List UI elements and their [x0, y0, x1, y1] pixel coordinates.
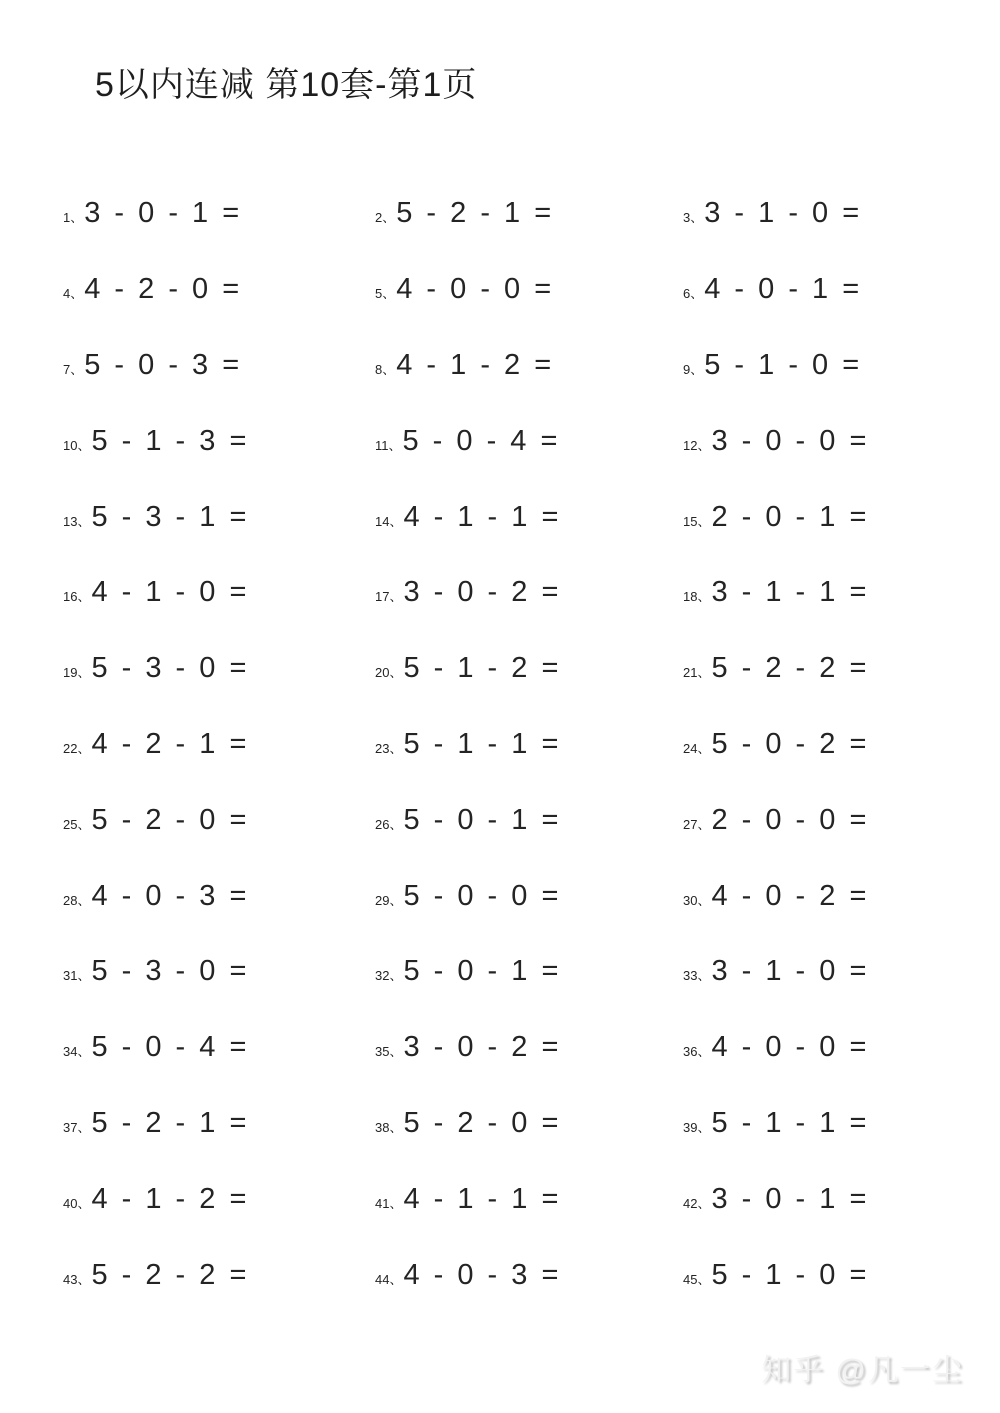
problem-item: [63, 349, 375, 382]
problem-item: [683, 197, 953, 230]
problem-number: 45、: [683, 1271, 711, 1287]
problem-item: [683, 425, 953, 458]
problem-number: 1、: [63, 210, 84, 226]
problem-item: [63, 955, 375, 988]
problem-expression: 3 - 1 - 0 =: [711, 955, 868, 988]
problem-item: [375, 349, 683, 382]
problem-expression: 4 - 2 - 0 =: [84, 273, 241, 306]
page-title: 5以内连减 第10套-第1页: [95, 66, 478, 104]
problem-number: 33、: [683, 968, 711, 984]
problem-item: [375, 1259, 683, 1292]
problem-number: 23、: [375, 740, 403, 756]
problem-number: 19、: [63, 665, 91, 681]
problem-item: [375, 955, 683, 988]
problem-expression: 5 - 2 - 0 =: [91, 803, 248, 836]
problem-item: [683, 880, 953, 913]
problem-expression: 4 - 0 - 3 =: [91, 879, 248, 912]
problem-item: [375, 880, 683, 913]
problems-grid: [63, 176, 953, 1313]
problem-number: 41、: [375, 1195, 403, 1211]
problem-number: 12、: [683, 437, 711, 453]
problem-item: [683, 1107, 953, 1140]
problem-item: [63, 1107, 375, 1140]
problem-number: 24、: [683, 740, 711, 756]
problem-number: 35、: [375, 1044, 403, 1060]
problem-item: [375, 1031, 683, 1064]
problem-number: 17、: [375, 589, 403, 605]
problem-expression: 3 - 0 - 1 =: [84, 197, 241, 230]
problem-item: [375, 728, 683, 761]
problem-expression: 4 - 0 - 3 =: [403, 1258, 560, 1291]
problem-expression: 4 - 2 - 1 =: [91, 727, 248, 760]
problem-item: [375, 576, 683, 609]
problem-number: 20、: [375, 665, 403, 681]
problem-item: [683, 1031, 953, 1064]
problem-expression: 3 - 0 - 1 =: [711, 1182, 868, 1215]
problem-expression: 5 - 0 - 1 =: [403, 803, 560, 836]
problem-item: [375, 652, 683, 685]
problem-item: [683, 349, 953, 382]
problem-number: 42、: [683, 1195, 711, 1211]
problem-expression: 3 - 0 - 0 =: [711, 424, 868, 457]
problem-item: [63, 652, 375, 685]
problem-number: 29、: [375, 892, 403, 908]
problem-item: [375, 425, 683, 458]
problem-expression: 5 - 3 - 1 =: [91, 500, 248, 533]
problem-item: [63, 425, 375, 458]
problem-expression: 3 - 1 - 0 =: [704, 197, 861, 230]
problem-expression: 5 - 0 - 1 =: [403, 955, 560, 988]
problem-expression: 3 - 0 - 2 =: [403, 1031, 560, 1064]
problem-expression: 5 - 1 - 0 =: [704, 348, 861, 381]
problem-expression: 3 - 1 - 1 =: [711, 576, 868, 609]
problem-item: [375, 1183, 683, 1216]
problem-item: [683, 1259, 953, 1292]
problem-item: [683, 728, 953, 761]
problem-number: 26、: [375, 816, 403, 832]
problem-number: 14、: [375, 513, 403, 529]
problem-number: 3、: [683, 210, 704, 226]
problem-expression: 5 - 0 - 4 =: [91, 1031, 248, 1064]
problem-number: 43、: [63, 1271, 91, 1287]
problem-expression: 4 - 1 - 2 =: [396, 348, 553, 381]
problem-number: 9、: [683, 361, 704, 377]
problem-number: 39、: [683, 1119, 711, 1135]
problem-number: 36、: [683, 1044, 711, 1060]
problem-expression: 5 - 2 - 2 =: [91, 1258, 248, 1291]
problem-item: [63, 1183, 375, 1216]
problem-expression: 5 - 1 - 1 =: [403, 727, 560, 760]
problem-number: 28、: [63, 892, 91, 908]
problem-expression: 5 - 0 - 0 =: [403, 879, 560, 912]
problem-item: [63, 273, 375, 306]
problem-expression: 4 - 0 - 0 =: [396, 273, 553, 306]
problem-expression: 5 - 3 - 0 =: [91, 652, 248, 685]
problem-expression: 4 - 0 - 2 =: [711, 879, 868, 912]
problem-number: 30、: [683, 892, 711, 908]
problem-number: 11、: [375, 437, 402, 453]
problem-expression: 5 - 3 - 0 =: [91, 955, 248, 988]
problem-number: 8、: [375, 361, 396, 377]
problem-number: 40、: [63, 1195, 91, 1211]
problem-item: [63, 880, 375, 913]
problem-number: 34、: [63, 1044, 91, 1060]
problem-number: 44、: [375, 1271, 403, 1287]
problem-item: [375, 273, 683, 306]
problem-item: [683, 1183, 953, 1216]
problem-number: 15、: [683, 513, 711, 529]
problem-item: [683, 652, 953, 685]
problem-number: 10、: [63, 437, 91, 453]
problem-item: [375, 804, 683, 837]
problem-item: [683, 501, 953, 534]
problem-item: [63, 804, 375, 837]
problem-number: 6、: [683, 286, 704, 302]
problem-number: 13、: [63, 513, 91, 529]
problem-item: [375, 1107, 683, 1140]
problem-number: 32、: [375, 968, 403, 984]
problem-expression: 4 - 1 - 2 =: [91, 1182, 248, 1215]
problem-expression: 4 - 0 - 0 =: [711, 1031, 868, 1064]
problem-expression: 5 - 2 - 0 =: [403, 1106, 560, 1139]
problem-number: 5、: [375, 286, 396, 302]
problem-number: 37、: [63, 1119, 91, 1135]
problem-item: [63, 576, 375, 609]
problem-item: [63, 1031, 375, 1064]
problem-number: 25、: [63, 816, 91, 832]
problem-expression: 5 - 0 - 3 =: [84, 348, 241, 381]
problem-number: 7、: [63, 361, 84, 377]
problem-number: 27、: [683, 816, 711, 832]
problem-expression: 3 - 0 - 2 =: [403, 576, 560, 609]
problem-item: [683, 273, 953, 306]
problem-item: [375, 501, 683, 534]
problem-expression: 4 - 1 - 1 =: [403, 1182, 560, 1215]
problem-number: 18、: [683, 589, 711, 605]
problem-expression: 5 - 2 - 1 =: [396, 197, 553, 230]
problem-item: [63, 728, 375, 761]
problem-item: [683, 576, 953, 609]
problem-number: 21、: [683, 665, 711, 681]
problem-number: 22、: [63, 740, 91, 756]
problem-item: [63, 501, 375, 534]
problem-expression: 5 - 2 - 2 =: [711, 652, 868, 685]
problem-expression: 5 - 1 - 2 =: [403, 652, 560, 685]
problem-item: [375, 197, 683, 230]
problem-expression: 4 - 1 - 0 =: [91, 576, 248, 609]
problem-expression: 4 - 0 - 1 =: [704, 273, 861, 306]
problem-expression: 5 - 1 - 0 =: [711, 1258, 868, 1291]
problem-expression: 4 - 1 - 1 =: [403, 500, 560, 533]
problem-expression: 5 - 0 - 2 =: [711, 727, 868, 760]
problem-expression: 5 - 0 - 4 =: [402, 424, 559, 457]
problem-number: 4、: [63, 286, 84, 302]
problem-item: [63, 1259, 375, 1292]
problem-number: 2、: [375, 210, 396, 226]
problem-expression: 5 - 1 - 3 =: [91, 424, 248, 457]
problem-expression: 2 - 0 - 0 =: [711, 803, 868, 836]
problem-item: [63, 197, 375, 230]
problem-item: [683, 804, 953, 837]
problem-number: 16、: [63, 589, 91, 605]
watermark: 知乎 @凡一尘: [761, 1354, 964, 1387]
problem-number: 38、: [375, 1119, 403, 1135]
problem-expression: 2 - 0 - 1 =: [711, 500, 868, 533]
problem-expression: 5 - 1 - 1 =: [711, 1106, 868, 1139]
problem-item: [683, 955, 953, 988]
problem-number: 31、: [63, 968, 91, 984]
problem-expression: 5 - 2 - 1 =: [91, 1106, 248, 1139]
